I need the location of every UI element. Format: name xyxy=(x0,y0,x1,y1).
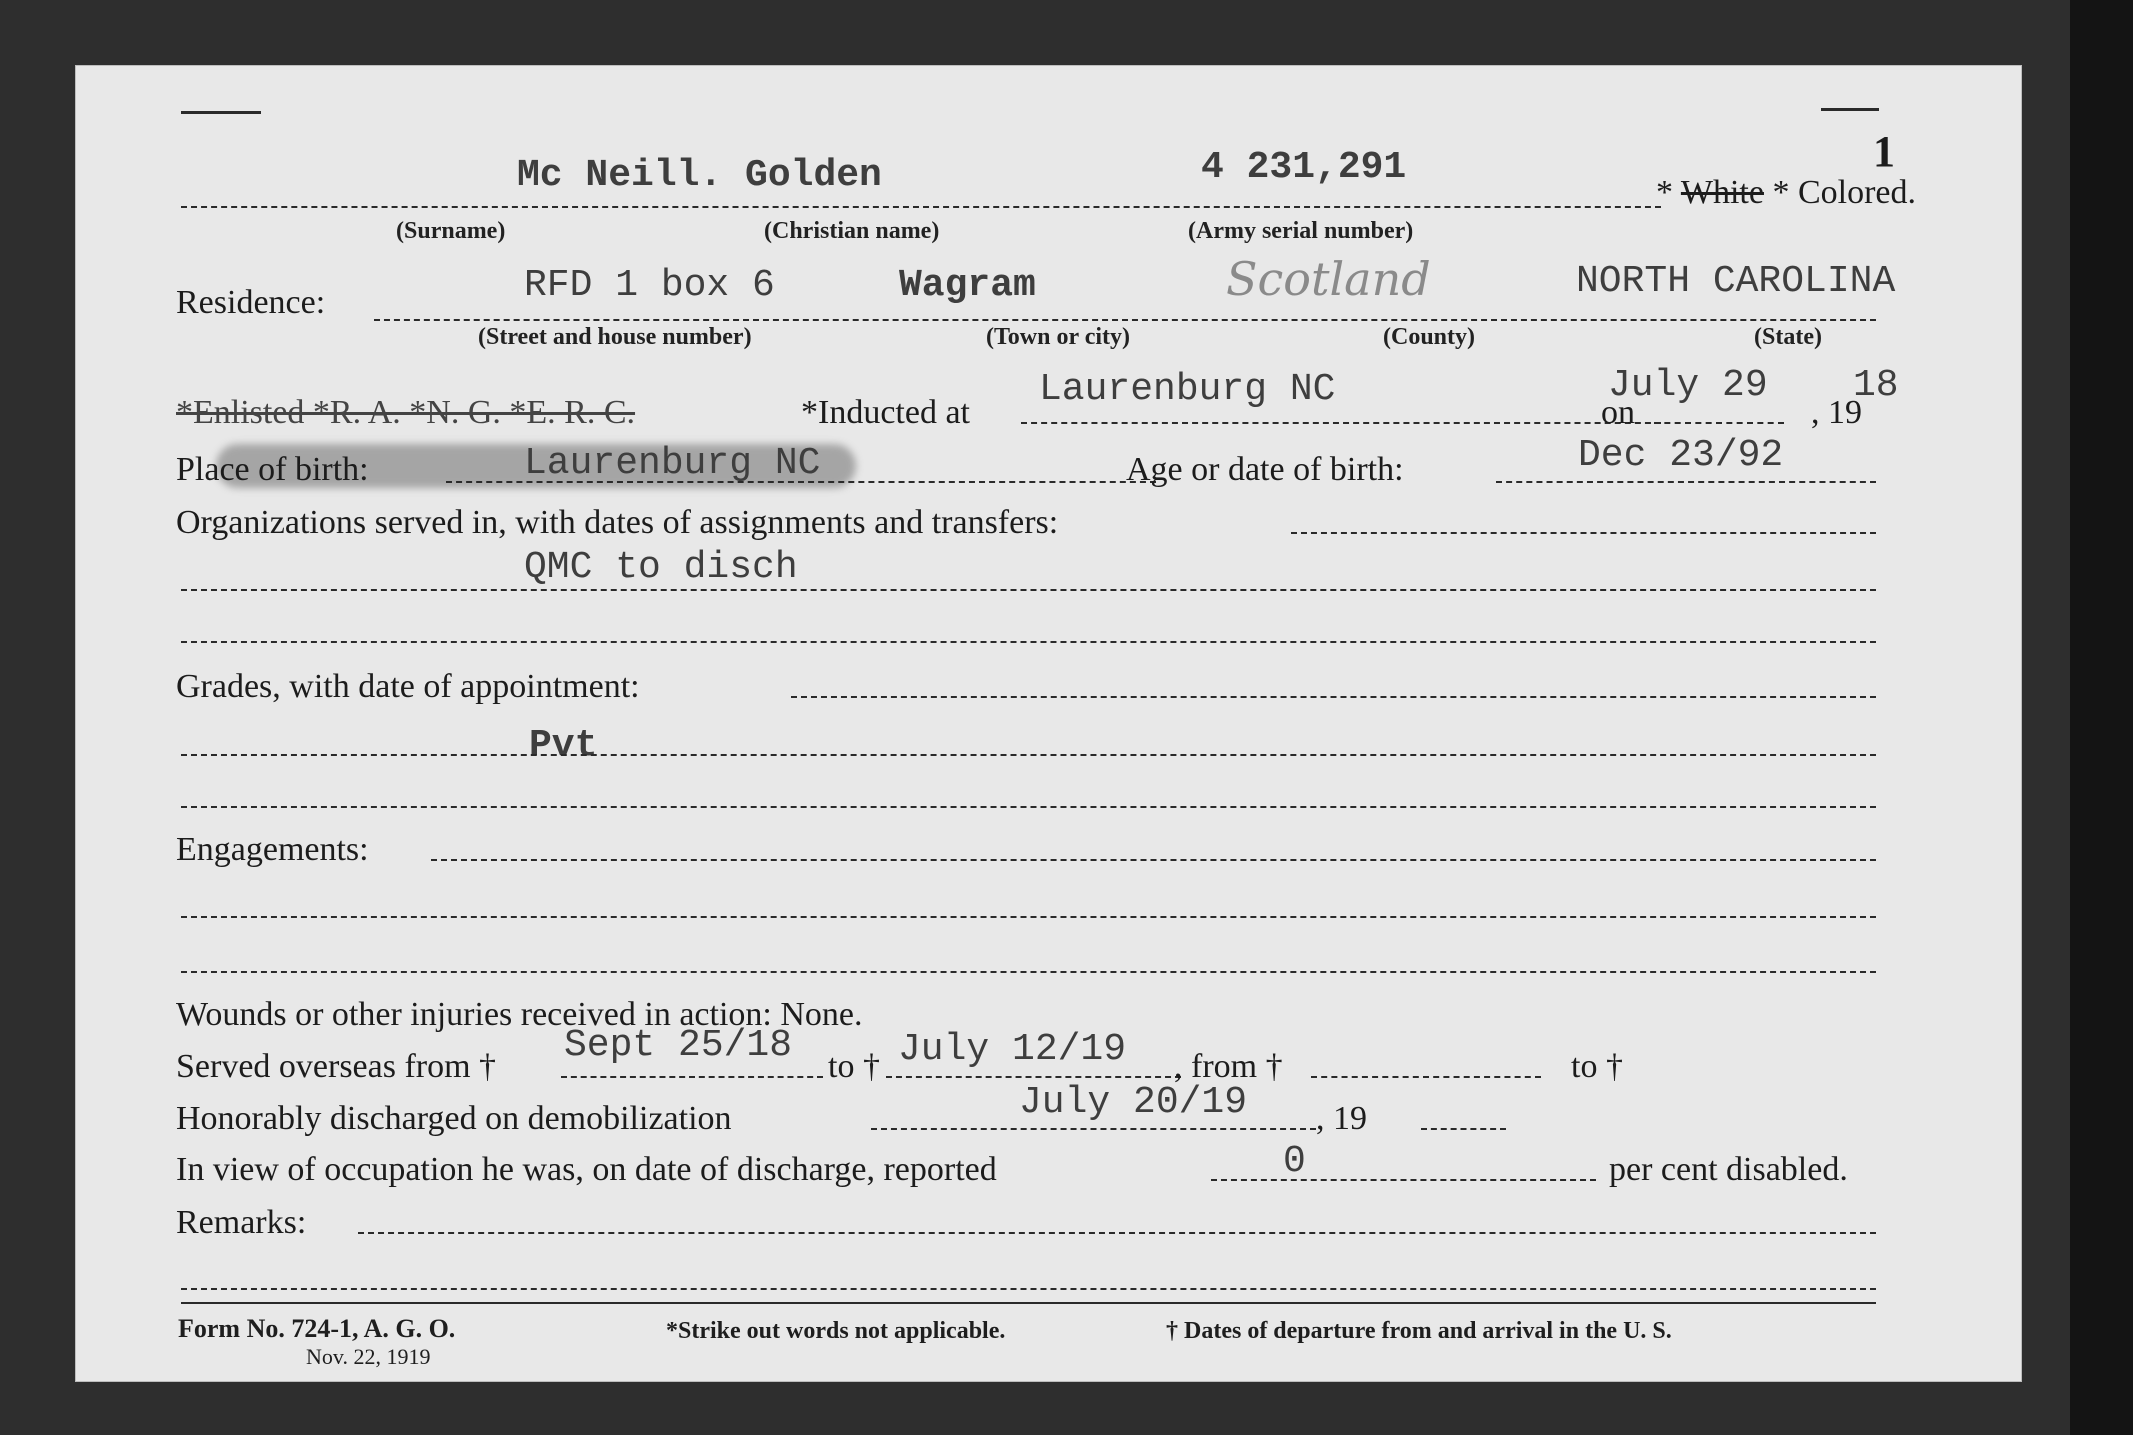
organizations-label: Organizations served in, with dates of assignments and transfers: xyxy=(176,504,1059,541)
army-serial-number: 4 231,291 xyxy=(1201,146,1407,189)
top-right-mark xyxy=(1821,108,1879,111)
overseas-to-line xyxy=(886,1076,1181,1078)
residence-line xyxy=(374,319,1876,321)
form-number: Form No. 724-1, A. G. O. xyxy=(178,1314,456,1343)
place-of-birth: Laurenburg NC xyxy=(524,442,821,485)
discharge-year-label: , 19 xyxy=(1316,1100,1367,1137)
disability-suffix: per cent disabled. xyxy=(1609,1151,1848,1188)
place-of-birth-label: Place of birth: xyxy=(176,451,369,488)
residence-label: Residence: xyxy=(176,284,326,321)
wounds-label-text: Wounds or other injuries received in action: xyxy=(176,996,772,1033)
residence-county-handwritten: Scotland xyxy=(1226,252,1431,306)
organizations-line-1 xyxy=(1291,532,1876,534)
engagements-line-3 xyxy=(181,971,1876,973)
grades-line-1 xyxy=(791,696,1876,698)
organizations-value: QMC to disch xyxy=(524,546,798,589)
state-caption: (State) xyxy=(1754,324,1822,350)
age-label: Age or date of birth: xyxy=(1126,451,1404,488)
service-record-card xyxy=(75,65,2022,1382)
induction-date: July 29 xyxy=(1608,364,1768,407)
discharge-date-line xyxy=(871,1128,1316,1130)
residence-town: Wagram xyxy=(899,264,1036,307)
race-colored: * Colored. xyxy=(1772,174,1917,211)
disability-line xyxy=(1211,1179,1596,1181)
surname-caption: (Surname) xyxy=(396,218,506,244)
overseas-from2-line xyxy=(1311,1076,1541,1078)
strike-out-note: *Strike out words not applicable. xyxy=(666,1318,1006,1344)
grades-value: Pvt xyxy=(529,724,598,767)
dates-note: † Dates of departure from and arrival in the U. S. xyxy=(1166,1318,1672,1344)
residence-street: RFD 1 box 6 xyxy=(524,264,775,307)
engagements-line-1 xyxy=(431,859,1876,861)
street-caption: (Street and house number) xyxy=(478,324,752,350)
on-label: on xyxy=(1601,394,1635,431)
serial-number-caption: (Army serial number) xyxy=(1188,218,1414,244)
residence-state: NORTH CAROLINA xyxy=(1576,260,1896,303)
overseas-to-date: July 12/19 xyxy=(898,1028,1127,1071)
induction-year-prefix: , 19 xyxy=(1811,394,1862,431)
inducted-place-line xyxy=(1021,422,1661,424)
overseas-to2-label: to † xyxy=(1571,1048,1623,1085)
card-number: 1 xyxy=(1873,127,1895,176)
organizations-line-3 xyxy=(181,641,1876,643)
top-left-mark xyxy=(181,111,261,114)
grades-label: Grades, with date of appointment: xyxy=(176,668,640,705)
grades-line-3 xyxy=(181,806,1876,808)
overseas-from-date: Sept 25/18 xyxy=(564,1024,793,1067)
remarks-line-2 xyxy=(181,1288,1876,1290)
discharge-date: July 20/19 xyxy=(1019,1081,1248,1124)
name-line xyxy=(181,206,1661,208)
birth-date: Dec 23/92 xyxy=(1578,434,1784,477)
scanner-background xyxy=(2070,0,2133,1435)
engagements-label: Engagements: xyxy=(176,831,369,868)
disability-value: 0 xyxy=(1283,1140,1306,1183)
town-caption: (Town or city) xyxy=(986,324,1130,350)
engagements-line-2 xyxy=(181,916,1876,918)
remarks-line-1 xyxy=(358,1232,1876,1234)
overseas-from2-label: , from † xyxy=(1174,1048,1283,1085)
race-options xyxy=(1656,174,1916,212)
enlisted-options-struck: *Enlisted *R. A. *N. G. *E. R. C. xyxy=(176,394,636,431)
overseas-to-label: to † xyxy=(828,1048,880,1085)
inducted-place: Laurenburg NC xyxy=(1039,368,1336,411)
surname-given-name: Mc Neill. Golden xyxy=(517,154,882,197)
race-star: * xyxy=(1656,174,1681,211)
induction-date-line xyxy=(1654,422,1784,424)
discharge-label: Honorably discharged on demobilization xyxy=(176,1100,732,1137)
overseas-label: Served overseas from † xyxy=(176,1048,497,1085)
footer-rule xyxy=(181,1302,1876,1304)
discharge-year-line xyxy=(1421,1128,1506,1130)
race-white-struck: White xyxy=(1680,174,1764,211)
organizations-line-2 xyxy=(181,589,1876,591)
wounds-value: None. xyxy=(780,996,863,1033)
form-date: Nov. 22, 1919 xyxy=(306,1344,431,1369)
disability-label: In view of occupation he was, on date of discharge, reported xyxy=(176,1151,997,1188)
overseas-from-line xyxy=(561,1076,823,1078)
christian-name-caption: (Christian name) xyxy=(764,218,940,244)
inducted-at-label: *Inducted at xyxy=(801,394,970,431)
induction-year: 18 xyxy=(1853,364,1899,407)
county-caption: (County) xyxy=(1383,324,1476,350)
grades-line-2 xyxy=(181,754,1876,756)
remarks-label: Remarks: xyxy=(176,1204,307,1241)
birth-date-line xyxy=(1496,481,1876,483)
